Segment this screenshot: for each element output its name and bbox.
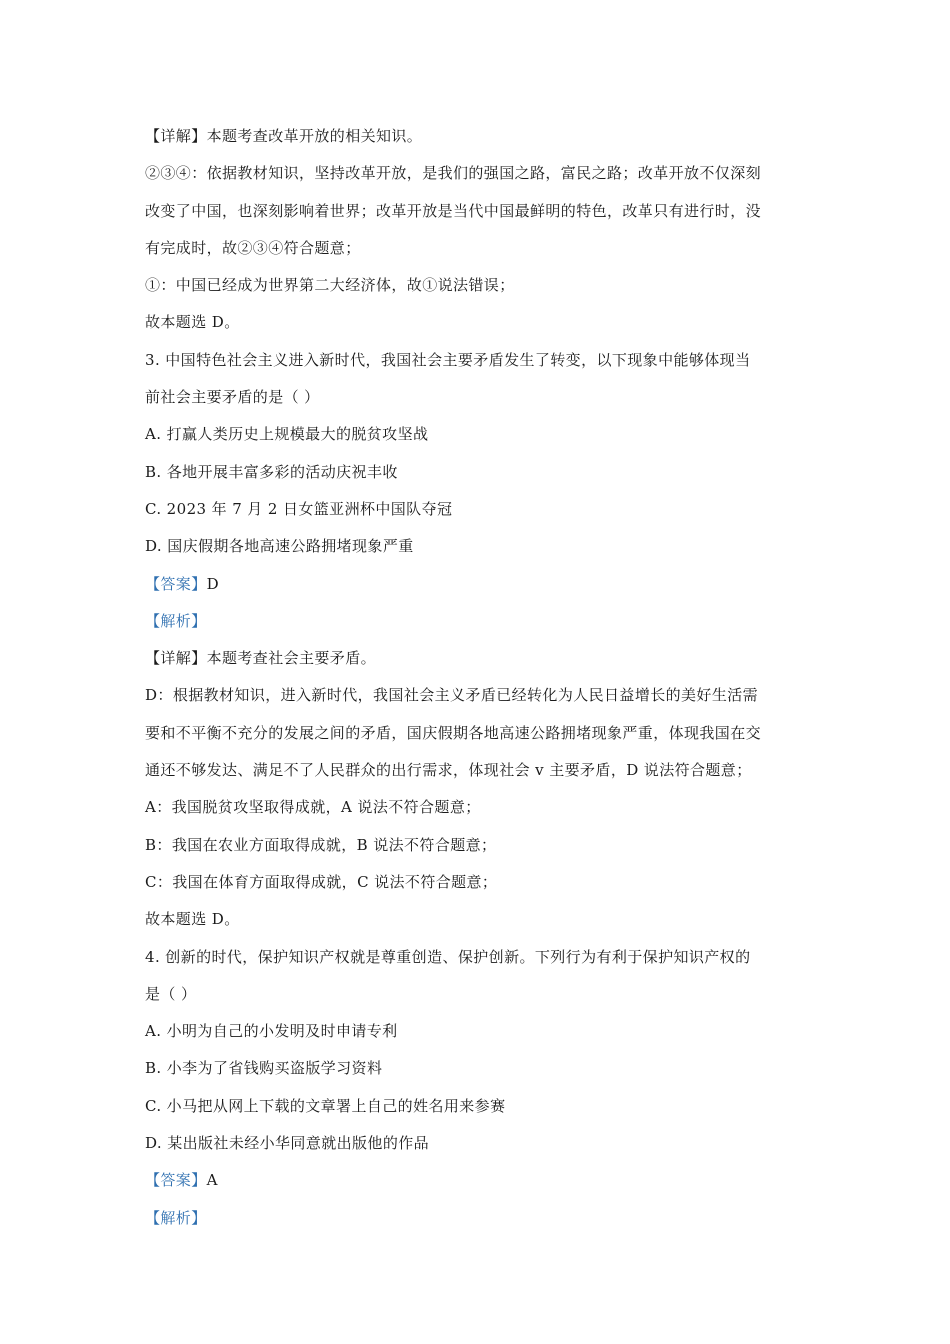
q3-detail-line: 【详解】本题考查社会主要矛盾。 xyxy=(145,649,377,668)
q4-analysis-tag: 【解析】 xyxy=(145,1208,207,1227)
q3-analysis-tag: 【解析】 xyxy=(145,611,207,630)
q2-explain-line: 有完成时，故②③④符合题意； xyxy=(145,238,361,257)
q2-explain-line: 故本题选 D。 xyxy=(145,313,240,332)
q4-option-d: D. 某出版社未经小华同意就出版他的作品 xyxy=(145,1134,430,1153)
q2-explain-line: ②③④：依据教材知识，坚持改革开放，是我们的强国之路，富民之路；改革开放不仅深刻 xyxy=(145,164,762,183)
q4-stem: 4. 创新的时代，保护知识产权就是尊重创造、保护创新。下列行为有利于保护知识产权的 xyxy=(145,947,751,966)
document-page xyxy=(145,118,810,1237)
answer-tag: 【答案】 xyxy=(145,574,207,593)
q3-explain-line: B：我国在农业方面取得成就，B 说法不符合题意； xyxy=(145,835,497,854)
q4-option-a: A. 小明为自己的小发明及时申请专利 xyxy=(145,1022,398,1041)
q4-stem: 是（ ） xyxy=(145,984,197,1003)
q2-explain-line: ①：中国已经成为世界第二大经济体，故①说法错误； xyxy=(145,276,515,295)
q3-option-d: D. 国庆假期各地高速公路拥堵现象严重 xyxy=(145,537,414,556)
q3-explain-line: 要和不平衡不充分的发展之间的矛盾，国庆假期各地高速公路拥堵现象严重，体现我国在交 xyxy=(145,723,762,742)
answer-value: D xyxy=(206,574,220,593)
answer-value: A xyxy=(206,1171,218,1190)
q4-option-b: B. 小李为了省钱购买盗版学习资料 xyxy=(145,1059,383,1078)
q3-option-c: C. 2023 年 7 月 2 日女篮亚洲杯中国队夺冠 xyxy=(145,499,453,518)
q4-option-c: C. 小马把从网上下载的文章署上自己的姓名用来参赛 xyxy=(145,1096,506,1115)
q3-explain-line: A：我国脱贫攻坚取得成就，A 说法不符合题意； xyxy=(145,798,481,817)
q3-explain-line: 故本题选 D。 xyxy=(145,910,240,929)
q4-answer xyxy=(145,1162,810,1199)
q3-explain-line: D：根据教材知识，进入新时代，我国社会主义矛盾已经转化为人民日益增长的美好生活需 xyxy=(145,686,759,705)
q3-option-b: B. 各地开展丰富多彩的活动庆祝丰收 xyxy=(145,462,398,481)
q3-option-a: A. 打赢人类历史上规模最大的脱贫攻坚战 xyxy=(145,425,429,444)
q3-explain-line: 通还不够发达、满足不了人民群众的出行需求，体现社会 v 主要矛盾，D 说法符合题意； xyxy=(145,761,752,780)
answer-tag: 【答案】 xyxy=(145,1171,207,1190)
q2-explain-line: 改变了中国，也深刻影响着世界；改革开放是当代中国最鲜明的特色，改革只有进行时，没 xyxy=(145,201,762,220)
q3-stem: 前社会主要矛盾的是（ ） xyxy=(145,388,320,407)
q3-explain-line: C：我国在体育方面取得成就，C 说法不符合题意； xyxy=(145,872,498,891)
q3-answer xyxy=(145,566,810,603)
q2-detail-line: 【详解】本题考查改革开放的相关知识。 xyxy=(145,127,423,145)
q3-stem: 3. 中国特色社会主义进入新时代，我国社会主要矛盾发生了转变，以下现象中能够体现当 xyxy=(145,350,751,369)
